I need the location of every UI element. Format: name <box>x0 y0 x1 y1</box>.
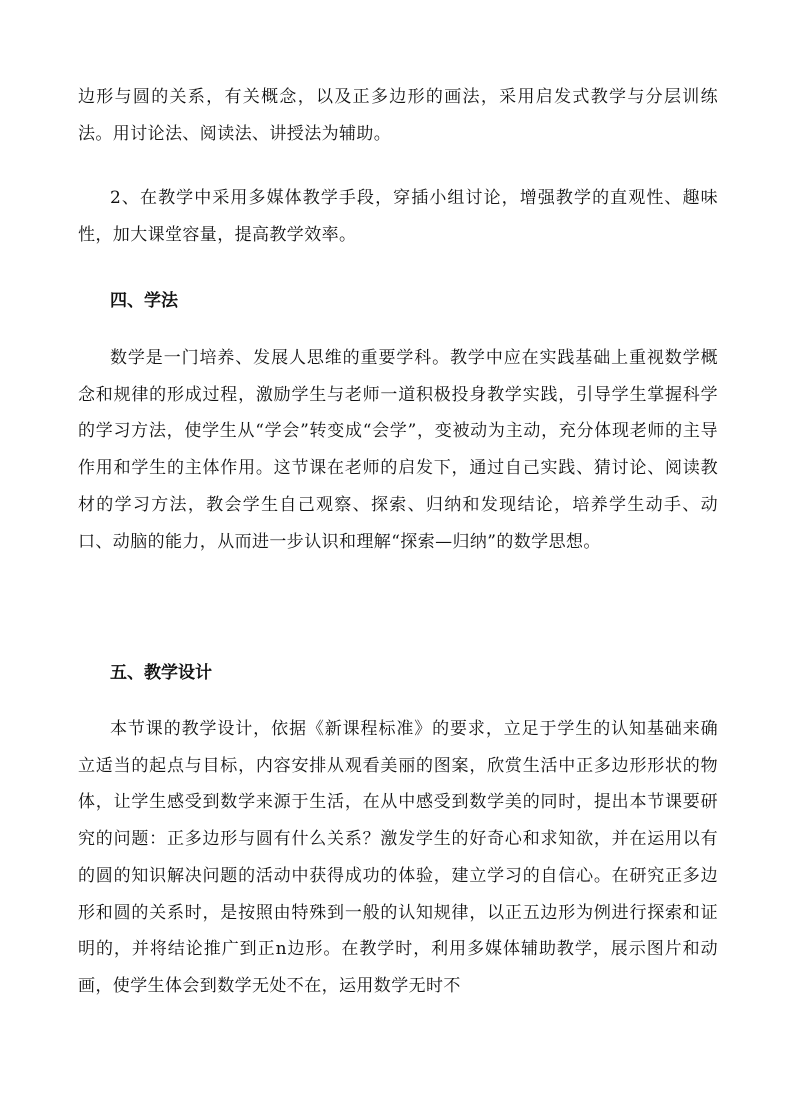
heading-learning-method: 四、学法 <box>110 291 178 311</box>
paragraph-method-continued: 边形与圆的关系，有关概念，以及正多边形的画法，采用启发式教学与分层训练法。用讨论法、阅读法、讲授法为辅助。 <box>78 87 718 144</box>
heading-teaching-design: 五、教学设计 <box>110 663 212 683</box>
paragraph-teaching-design: 本节课的教学设计，依据《新课程标准》的要求，立足于学生的认知基础来确立适当的起点与目标，内容安排从观看美丽的图案，欣赏生活中正多边形形状的物体，让学生感受到数学来源于生活，在从中感受到数学美的同时，提出本节课要研究的问题：正多边形与圆有什么关系？激发学生的好奇心和求知欲，并在运用以有的圆的知识解决问题的活动中获得成功的体验，建立学习的自信心。在研究正多边形和圆的关系时，是按照由特殊到一般的认知规律，以正五边形为例进行探索和证明的，并将结论推广到正n边形。在教学时，利用多媒体辅助教学，展示图片和动画，使学生体会到数学无处不在，运用数学无时不 <box>78 719 718 996</box>
paragraph-learning-method: 数学是一门培养、发展人思维的重要学科。教学中应在实践基础上重视数学概念和规律的形成过程，激励学生与老师一道积极投身教学实践，引导学生掌握科学的学习方法，使学生从“学会”转变成“会学”，变被动为主动，充分体现老师的主导作用和学生的主体作用。这节课在老师的启发下，通过自己实践、猜讨论、阅读教材的学习方法，教会学生自己观察、探索、归纳和发现结论，培养学生动手、动口、动脑的能力，从而进一步认识和理解“探索—归纳”的数学思想。 <box>78 348 718 552</box>
paragraph-multimedia: 2、在教学中采用多媒体教学手段，穿插小组讨论，增强教学的直观性、趣味性，加大课堂容量，提高教学效率。 <box>78 188 718 245</box>
